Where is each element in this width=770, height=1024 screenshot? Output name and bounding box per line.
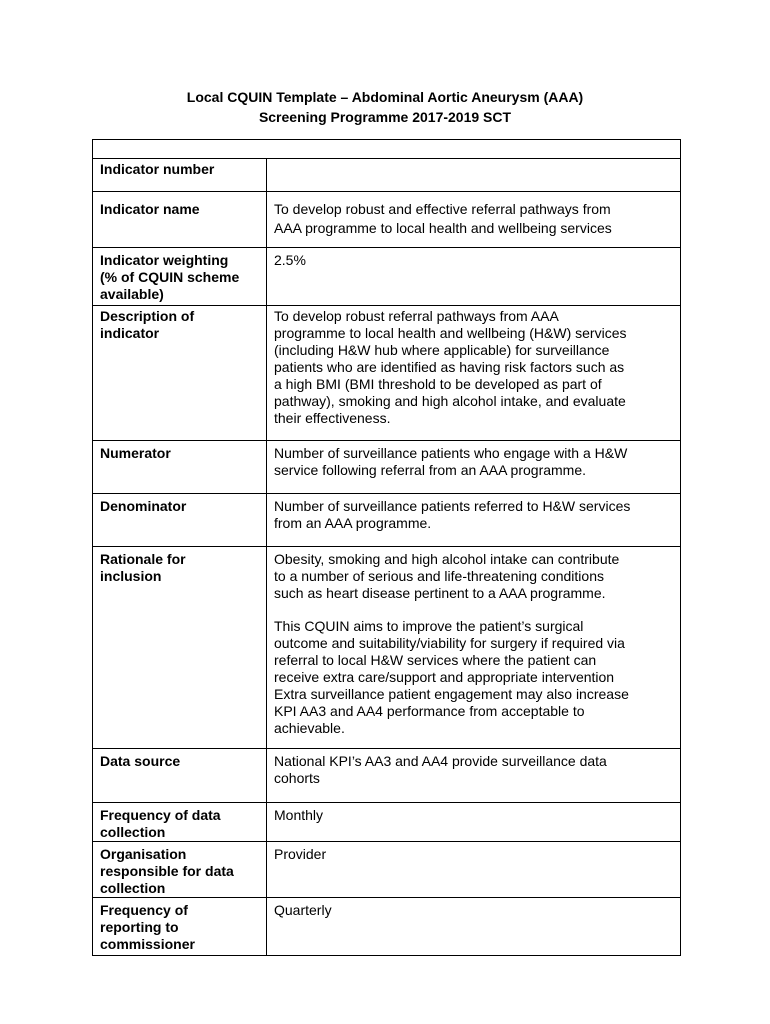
table-row [93, 547, 681, 749]
organisation-responsible-value: Provider [267, 842, 681, 898]
table-header-blank-row [93, 140, 681, 159]
document-title [0, 87, 770, 127]
table-row [93, 306, 681, 441]
rationale-label: Rationale for inclusion [93, 547, 267, 749]
frequency-reporting-label: Frequency of reporting to commissioner [93, 898, 267, 956]
denominator-label: Denominator [93, 494, 267, 547]
table-row [93, 494, 681, 547]
indicator-number-value [267, 159, 681, 192]
frequency-collection-value: Monthly [267, 803, 681, 842]
table-row [93, 749, 681, 803]
data-source-label: Data source [93, 749, 267, 803]
blank-header-cell [93, 140, 681, 159]
description-value: To develop robust referral pathways from AAA programme to local health and wellbeing (H&W) services (including H&W hub where applicable) for surveillance patients who are identified as having risk factors such as a high BMI (BMI threshold to be developed as part of pathway), smoking and high alcohol intake, and evaluate their effectiveness. [267, 306, 681, 441]
frequency-reporting-value: Quarterly [267, 898, 681, 956]
indicator-number-label: Indicator number [93, 159, 267, 192]
rationale-paragraph-1: Obesity, smoking and high alcohol intake can contribute to a number of serious and life-threatening conditions such as heart disease pertinent to a AAA programme. [274, 551, 620, 601]
indicator-weighting-label: Indicator weighting (% of CQUIN scheme available) [93, 248, 267, 306]
denominator-value: Number of surveillance patients referred to H&W services from an AAA programme. [267, 494, 681, 547]
title-line-2: Screening Programme 2017-2019 SCT [258, 109, 512, 125]
indicator-weighting-value: 2.5% [267, 248, 681, 306]
table-row [93, 441, 681, 494]
table-row [93, 192, 681, 248]
indicator-name-value: To develop robust and effective referral pathways from AAA programme to local health and wellbeing services [267, 192, 681, 248]
table-row [93, 159, 681, 192]
description-label: Description of indicator [93, 306, 267, 441]
frequency-collection-label: Frequency of data collection [93, 803, 267, 842]
numerator-value: Number of surveillance patients who engage with a H&W service following referral from an AAA programme. [267, 441, 681, 494]
organisation-responsible-label: Organisation responsible for data collection [93, 842, 267, 898]
title-line-1: Local CQUIN Template – Abdominal Aortic Aneurysm (AAA) [186, 89, 584, 105]
indicator-name-label: Indicator name [93, 192, 267, 248]
table-row [93, 248, 681, 306]
numerator-label: Numerator [93, 441, 267, 494]
data-source-value: National KPI’s AA3 and AA4 provide surveillance data cohorts [267, 749, 681, 803]
table-row [93, 803, 681, 842]
rationale-paragraph-2: This CQUIN aims to improve the patient’s surgical outcome and suitability/viability for surgery if required via referral to local H&W services where the patient can receive extra care/support and appropriate intervention Extra surveillance patient engagement may also increase KPI AA3 and AA4 performance from acceptable to achievable. [274, 618, 629, 736]
rationale-value [267, 547, 681, 749]
table-row [93, 842, 681, 898]
table-row [93, 898, 681, 956]
cquin-table [92, 139, 681, 956]
